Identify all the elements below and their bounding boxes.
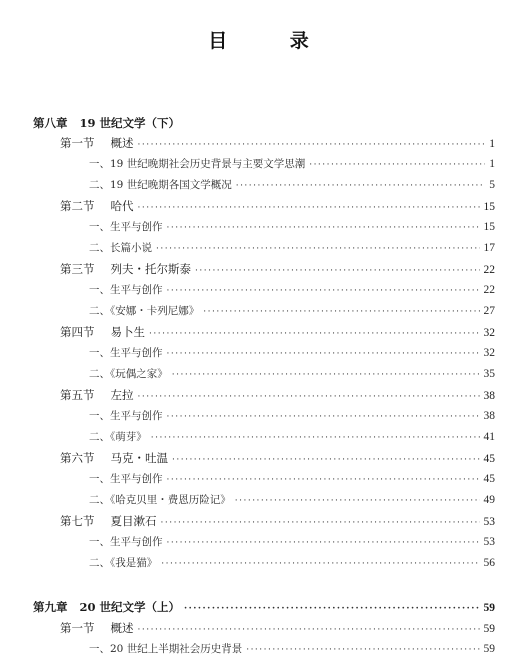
section-title: 易卜生 [110, 325, 145, 339]
dot-leader [167, 538, 480, 548]
dot-leader [235, 496, 480, 506]
page-number: 45 [483, 453, 495, 465]
subsection-title: 二、《我是猫》 [89, 557, 158, 569]
page-number: 1 [489, 138, 495, 150]
toc-entry-label [89, 555, 157, 570]
dot-leader [138, 392, 480, 402]
toc-entry-label [89, 641, 242, 656]
page-number: 59 [483, 623, 495, 635]
dot-leader [184, 604, 479, 614]
subsection-title: 一、19 世纪晚期社会历史背景与主要文学思潮 [89, 158, 306, 170]
toc-entry-sub[interactable] [89, 366, 495, 382]
toc-entry-sub[interactable] [89, 408, 495, 424]
toc-entry-label [89, 282, 163, 297]
toc-entry-sub[interactable] [89, 219, 495, 235]
toc-entry-sub[interactable] [89, 303, 495, 319]
toc-entry-section[interactable] [60, 261, 495, 277]
page-number: 56 [483, 557, 495, 569]
toc-entry-label [89, 240, 152, 255]
toc-entry-label [89, 177, 232, 192]
toc-entry-section[interactable] [60, 450, 495, 466]
dot-leader [172, 455, 480, 465]
toc-entry-section[interactable] [60, 620, 495, 636]
toc-entry-label [60, 387, 134, 403]
toc-entry-label [89, 156, 305, 171]
toc-entry-label [89, 534, 163, 549]
toc-entry-label [60, 513, 157, 529]
page-number: 38 [483, 410, 495, 422]
subsection-title: 二、《安娜・卡列尼娜》 [89, 305, 200, 317]
subsection-title: 二、长篇小说 [89, 242, 152, 254]
toc-entry-label [89, 345, 163, 360]
toc-entry-label [60, 198, 134, 214]
section-number: 第二节 [60, 199, 95, 213]
dot-leader [151, 433, 480, 443]
toc-entry-label [89, 303, 199, 318]
toc-entry-section[interactable] [60, 387, 495, 403]
subsection-title: 一、生平与创作 [89, 284, 163, 296]
dot-leader [167, 286, 480, 296]
subsection-title: 一、生平与创作 [89, 536, 163, 548]
page-number: 22 [483, 264, 495, 276]
toc-entry-label [33, 599, 180, 615]
section-title: 概述 [110, 136, 134, 150]
page-title: 目 录 [208, 30, 337, 52]
section-number: 第一节 [60, 621, 95, 635]
dot-leader [138, 625, 480, 635]
page-number: 15 [483, 201, 495, 213]
dot-leader [161, 559, 479, 569]
dot-leader [167, 412, 480, 422]
toc-entry-sub[interactable] [89, 240, 495, 256]
toc-entry-sub[interactable] [89, 641, 495, 657]
subsection-title: 一、20 世纪上半期社会历史背景 [89, 643, 243, 655]
section-title: 夏目漱石 [110, 514, 157, 528]
section-title: 左拉 [110, 388, 134, 402]
page-number: 5 [489, 179, 495, 191]
subsection-title: 一、生平与创作 [89, 221, 163, 233]
page-number: 15 [483, 221, 495, 233]
dot-leader [156, 244, 480, 254]
section-title: 哈代 [110, 199, 134, 213]
page-number: 53 [483, 516, 495, 528]
dot-leader [149, 329, 480, 339]
toc-entry-sub[interactable] [89, 177, 495, 193]
subsection-title: 二、19 世纪晚期各国文学概况 [89, 179, 232, 191]
page-number: 35 [483, 368, 495, 380]
dot-leader [138, 140, 486, 150]
page-number: 59 [483, 643, 495, 655]
page-number: 41 [483, 431, 495, 443]
section-title: 马克・吐温 [110, 451, 168, 465]
chapter-number: 第九章 [33, 600, 68, 614]
page-number: 32 [483, 347, 495, 359]
toc-entry-label [89, 366, 168, 381]
dot-leader [167, 349, 480, 359]
page-number: 32 [483, 327, 495, 339]
dot-leader [195, 266, 480, 276]
toc-entry-sub[interactable] [89, 471, 495, 487]
section-number: 第七节 [60, 514, 95, 528]
toc-entry-label [89, 219, 163, 234]
subsection-title: 一、生平与创作 [89, 473, 163, 485]
subsection-title: 二、《萌芽》 [89, 431, 147, 443]
page-number: 45 [483, 473, 495, 485]
toc-entry-section[interactable] [60, 324, 495, 340]
toc-entry-label [60, 135, 134, 151]
subsection-title: 二、《哈克贝里・费恩历险记》 [89, 494, 231, 506]
page-number: 22 [483, 284, 495, 296]
dot-leader [138, 203, 480, 213]
page-number: 38 [483, 390, 495, 402]
toc-entry-section[interactable] [60, 198, 495, 214]
dot-leader [167, 475, 480, 485]
chapter-title: 20 世纪文学（上） [79, 600, 181, 614]
dot-leader [167, 223, 480, 233]
toc-entry-chapter[interactable] [33, 599, 495, 615]
section-title: 列夫・托尔斯泰 [110, 262, 191, 276]
toc-entry-label [89, 408, 163, 423]
page-number: 53 [483, 536, 495, 548]
section-number: 第三节 [60, 262, 95, 276]
toc-entry-sub[interactable] [89, 282, 495, 298]
subsection-title: 一、生平与创作 [89, 410, 163, 422]
toc-entry-label [33, 115, 180, 131]
page-number: 59 [483, 602, 495, 614]
toc-entry-label [89, 471, 163, 486]
dot-leader [161, 518, 480, 528]
page-number: 49 [483, 494, 495, 506]
toc-entry-section[interactable] [60, 513, 495, 529]
toc-entry-label [89, 492, 231, 507]
page-number: 17 [483, 242, 495, 254]
dot-leader [246, 645, 479, 655]
toc-entry-section[interactable] [60, 135, 495, 151]
toc-entry-sub[interactable] [89, 555, 495, 571]
toc-entry-sub[interactable] [89, 534, 495, 550]
toc-entry-label [60, 261, 191, 277]
page-number: 1 [489, 158, 495, 170]
toc-entry-label [60, 450, 168, 466]
toc-entry-label [60, 620, 134, 636]
toc-entry-label [89, 429, 147, 444]
section-number: 第四节 [60, 325, 95, 339]
page-number: 27 [483, 305, 495, 317]
toc-entry-chapter[interactable] [33, 115, 495, 131]
chapter-number: 第八章 [33, 116, 68, 130]
dot-leader [172, 370, 480, 380]
toc-entry-sub[interactable] [89, 156, 495, 172]
section-number: 第六节 [60, 451, 95, 465]
section-number: 第一节 [60, 136, 95, 150]
section-title: 概述 [110, 621, 134, 635]
dot-leader [309, 160, 485, 170]
subsection-title: 二、《玩偶之家》 [89, 368, 168, 380]
chapter-title: 19 世纪文学（下） [79, 116, 181, 130]
toc-entry-label [60, 324, 145, 340]
toc-entry-sub[interactable] [89, 429, 495, 445]
toc-entry-sub[interactable] [89, 345, 495, 361]
subsection-title: 一、生平与创作 [89, 347, 163, 359]
section-number: 第五节 [60, 388, 95, 402]
dot-leader [236, 181, 486, 191]
toc-entry-sub[interactable] [89, 492, 495, 508]
dot-leader [203, 307, 479, 317]
